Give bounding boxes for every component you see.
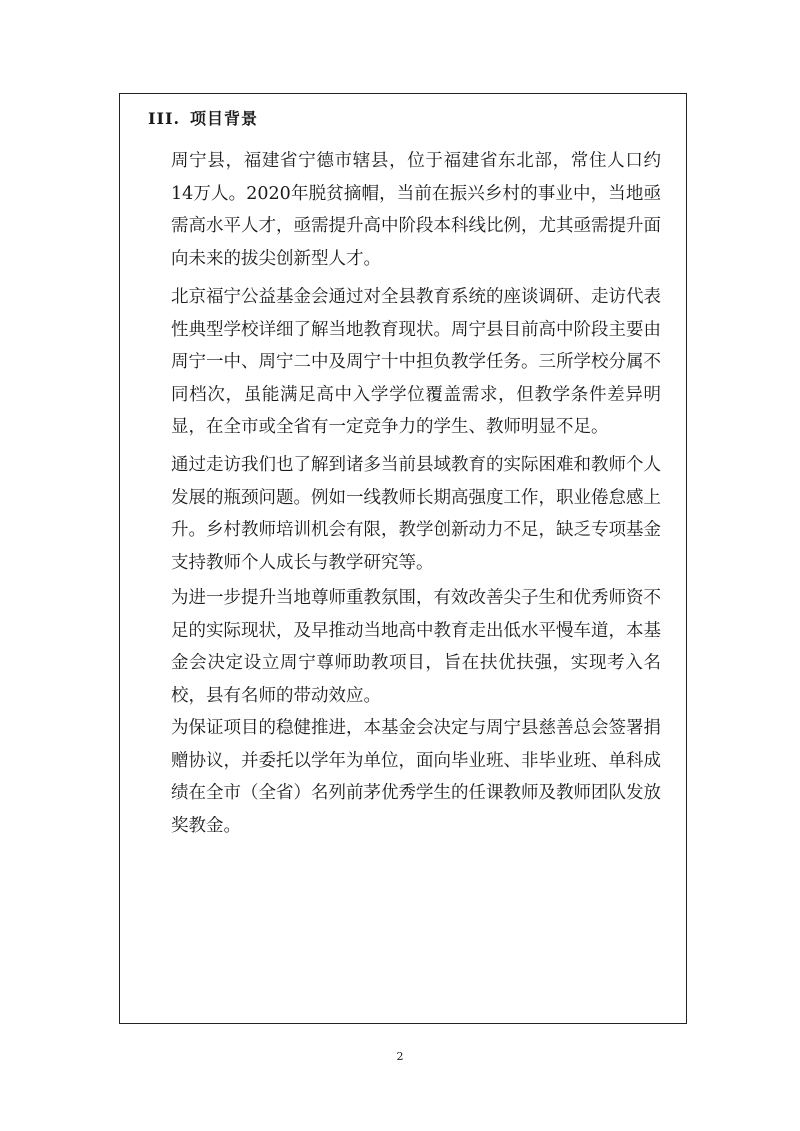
paragraph-teacher-difficulties: 通过走访我们也了解到诸多当前县域教育的实际困难和教师个人发展的瓶颈问题。例如一线教师长期高强度工作，职业倦怠感上升。乡村教师培训机会有限，教学创新动力不足，缺乏专项基金支持教师个人成长与教学研究等。 xyxy=(171,455,661,573)
section-heading xyxy=(148,106,258,129)
paragraph-project-purpose: 为进一步提升当地尊师重教氛围，有效改善尖子生和优秀师资不足的实际现状，及早推动当地高中教育走出低水平慢车道，本基金会决定设立周宁尊师助教项目，旨在扶优扶强，实现考入名校，县有名师的带动效应。 xyxy=(171,588,661,706)
paragraph-project-implementation: 为保证项目的稳健推进，本基金会决定与周宁县慈善总会签署捐赠协议，并委托以学年为单位，面向毕业班、非毕业班、单科成绩在全市（全省）名列前茅优秀学生的任课教师及教师团队发放奖教金。 xyxy=(171,718,661,836)
section-title: 项目背景 xyxy=(190,109,259,128)
paragraph-education-survey: 北京福宁公益基金会通过对全县教育系统的座谈调研、走访代表性典型学校详细了解当地教育现状。周宁县目前高中阶段主要由周宁一中、周宁二中及周宁十中担负教学任务。三所学校分属不同档次，虽能满足高中入学学位覆盖需求，但教学条件差异明显，在全市或全省有一定竞争力的学生、教师明显不足。 xyxy=(171,287,661,437)
section-number: III. xyxy=(148,109,181,128)
page-number: 2 xyxy=(396,1050,404,1063)
paragraph-county-overview: 周宁县，福建省宁德市辖县，位于福建省东北部，常住人口约14万人。2020年脱贫摘帽，当前在振兴乡村的事业中，当地亟需高水平人才，亟需提升高中阶段本科线比例，尤其亟需提升面向未来的拔尖创新型人才。 xyxy=(171,151,661,269)
